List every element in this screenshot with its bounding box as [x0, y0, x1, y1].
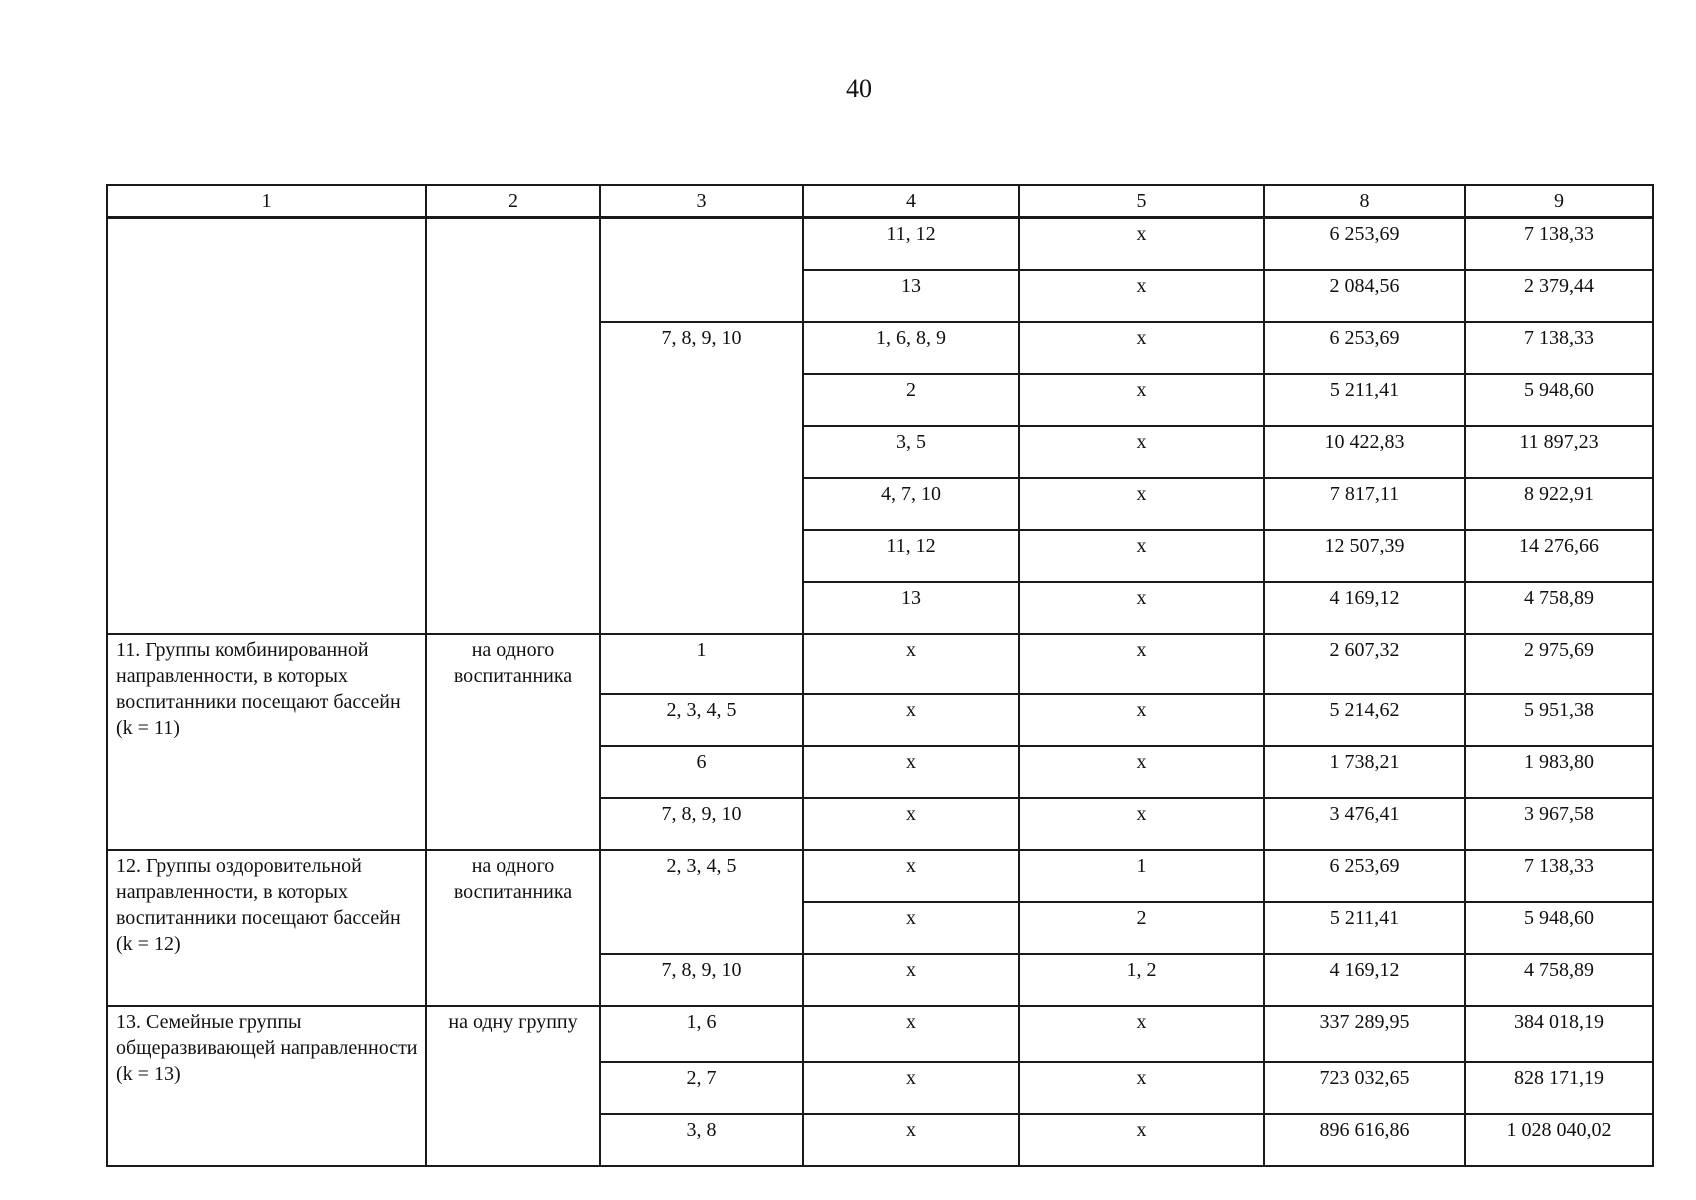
age-cell: 1: [600, 634, 803, 694]
table-cell: х: [803, 1062, 1019, 1114]
age-cell: 2, 3, 4, 5: [600, 850, 803, 954]
age-cell: 2, 3, 4, 5: [600, 694, 803, 746]
unit-cell: на одного воспитанника: [426, 634, 600, 850]
table-cell: 5 211,41: [1264, 374, 1465, 426]
unit-cell: на одну группу: [426, 1006, 600, 1166]
table-cell: х: [1019, 746, 1264, 798]
table-cell: 7 138,33: [1465, 218, 1653, 271]
table-cell: 4 169,12: [1264, 954, 1465, 1006]
table-cell: х: [803, 1006, 1019, 1062]
table-cell: 5 948,60: [1465, 902, 1653, 954]
column-header: 2: [426, 185, 600, 218]
unit-cell: на одного воспитанника: [426, 850, 600, 1006]
table-cell: 2: [803, 374, 1019, 426]
table-cell: 1: [1019, 850, 1264, 902]
table-cell: 384 018,19: [1465, 1006, 1653, 1062]
table-cell: х: [803, 954, 1019, 1006]
table-cell: 6 253,69: [1264, 218, 1465, 271]
table-cell: 723 032,65: [1264, 1062, 1465, 1114]
table-cell: 1 028 040,02: [1465, 1114, 1653, 1166]
table-cell: 1, 6, 8, 9: [803, 322, 1019, 374]
table-cell: 4 758,89: [1465, 582, 1653, 634]
table-cell: 2 084,56: [1264, 270, 1465, 322]
group-name-cell: 11. Группы комбинированной направленности, в которых воспитанники посещают бассейн (k = 11): [107, 634, 426, 850]
table-cell: 11, 12: [803, 530, 1019, 582]
table-cell: 5 211,41: [1264, 902, 1465, 954]
table-cell: 3 476,41: [1264, 798, 1465, 850]
table-row: [107, 634, 1653, 694]
table-cell: 7 817,11: [1264, 478, 1465, 530]
table-cell: 5 214,62: [1264, 694, 1465, 746]
table-cell: х: [1019, 530, 1264, 582]
group-name-cell: [107, 218, 426, 635]
table-cell: 8 922,91: [1465, 478, 1653, 530]
column-header: 5: [1019, 185, 1264, 218]
table-cell: х: [803, 634, 1019, 694]
table-cell: 5 948,60: [1465, 374, 1653, 426]
table-cell: х: [1019, 634, 1264, 694]
column-header: 8: [1264, 185, 1465, 218]
table-cell: 3 967,58: [1465, 798, 1653, 850]
table-cell: 1 738,21: [1264, 746, 1465, 798]
table-cell: 5 951,38: [1465, 694, 1653, 746]
age-cell: 1, 6: [600, 1006, 803, 1062]
age-cell: 2, 7: [600, 1062, 803, 1114]
table-cell: 828 171,19: [1465, 1062, 1653, 1114]
table-cell: х: [1019, 218, 1264, 271]
table-cell: 896 616,86: [1264, 1114, 1465, 1166]
age-cell: 3, 8: [600, 1114, 803, 1166]
column-header: 9: [1465, 185, 1653, 218]
age-cell: 6: [600, 746, 803, 798]
age-cell: 7, 8, 9, 10: [600, 322, 803, 634]
table-cell: х: [1019, 374, 1264, 426]
table-cell: 6 253,69: [1264, 850, 1465, 902]
age-cell: [600, 218, 803, 323]
table-cell: 13: [803, 582, 1019, 634]
table-cell: 7 138,33: [1465, 322, 1653, 374]
page-number: 40: [846, 74, 872, 103]
table-cell: 12 507,39: [1264, 530, 1465, 582]
table-header-row: [107, 185, 1653, 218]
age-cell: 7, 8, 9, 10: [600, 798, 803, 850]
table-cell: х: [1019, 694, 1264, 746]
unit-cell: [426, 218, 600, 635]
table-row: [107, 1006, 1653, 1062]
table-cell: 2 975,69: [1465, 634, 1653, 694]
table-cell: 3, 5: [803, 426, 1019, 478]
table-row: [107, 218, 1653, 271]
age-cell: 7, 8, 9, 10: [600, 954, 803, 1006]
table-cell: 2 607,32: [1264, 634, 1465, 694]
table-cell: х: [803, 694, 1019, 746]
table-cell: 11 897,23: [1465, 426, 1653, 478]
table-cell: х: [1019, 1062, 1264, 1114]
table-cell: х: [803, 798, 1019, 850]
table-cell: х: [1019, 1114, 1264, 1166]
table-cell: х: [1019, 478, 1264, 530]
table-cell: 337 289,95: [1264, 1006, 1465, 1062]
group-name-cell: 12. Группы оздоровительной направленности, в которых воспитанники посещают бассейн (k = 12): [107, 850, 426, 1006]
table-cell: 2 379,44: [1465, 270, 1653, 322]
group-name-cell: 13. Семейные группы общеразвивающей направленности (k = 13): [107, 1006, 426, 1166]
table-cell: х: [1019, 582, 1264, 634]
table-cell: х: [803, 850, 1019, 902]
table-cell: 1 983,80: [1465, 746, 1653, 798]
table-cell: х: [1019, 798, 1264, 850]
table-cell: 11, 12: [803, 218, 1019, 271]
tariff-table: [106, 184, 1654, 1167]
table-cell: 13: [803, 270, 1019, 322]
table-cell: 7 138,33: [1465, 850, 1653, 902]
table-cell: х: [803, 746, 1019, 798]
column-header: 3: [600, 185, 803, 218]
column-header: 4: [803, 185, 1019, 218]
table-cell: 2: [1019, 902, 1264, 954]
table-cell: х: [1019, 322, 1264, 374]
table-cell: 6 253,69: [1264, 322, 1465, 374]
table-cell: 10 422,83: [1264, 426, 1465, 478]
table-cell: 4, 7, 10: [803, 478, 1019, 530]
column-header: 1: [107, 185, 426, 218]
table-cell: х: [803, 1114, 1019, 1166]
table-cell: х: [1019, 270, 1264, 322]
table-cell: х: [1019, 1006, 1264, 1062]
table-cell: 14 276,66: [1465, 530, 1653, 582]
table-cell: 1, 2: [1019, 954, 1264, 1006]
table-cell: х: [1019, 426, 1264, 478]
table-cell: 4 169,12: [1264, 582, 1465, 634]
table-cell: х: [803, 902, 1019, 954]
table-cell: 4 758,89: [1465, 954, 1653, 1006]
table-row: [107, 850, 1653, 902]
